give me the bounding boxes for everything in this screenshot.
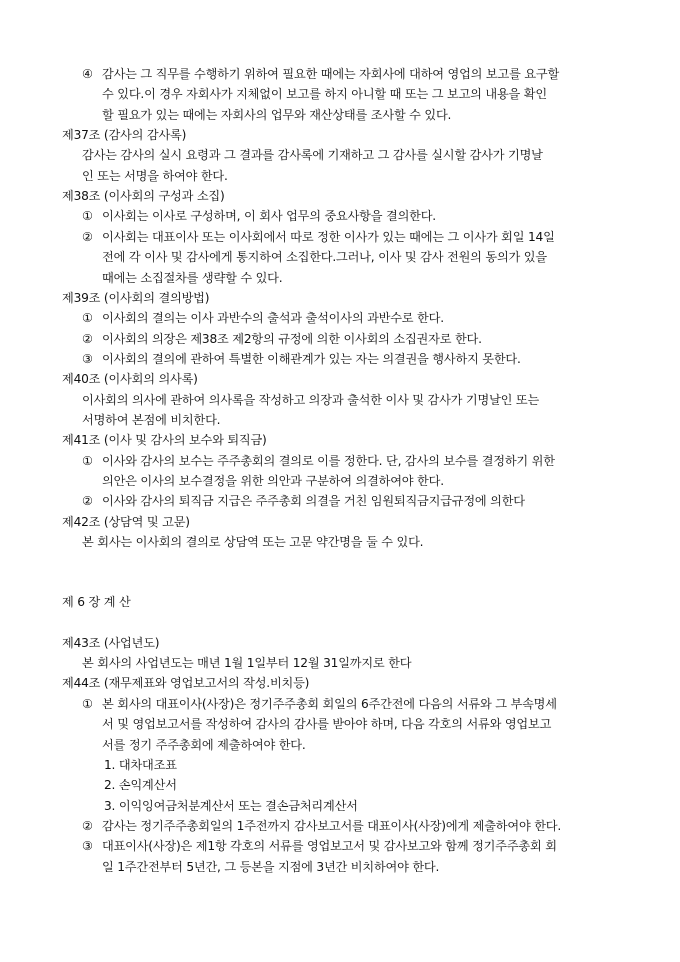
item-text: 이사회의 의장은 제38조 제2항의 규정에 의한 이사회의 소집권자로 한다. [102, 331, 482, 346]
item-number: ① [82, 453, 93, 468]
item-text: 이사회는 대표이사 또는 이사회에서 따로 정한 이사가 있는 때에는 그 이사가 회일 14일 [102, 229, 555, 244]
article-heading: 제38조 (이사회의 구성과 소집) [62, 189, 225, 204]
continuation-line: 의안은 이사의 보수결정을 위한 의안과 구분하여 의결하여야 한다. [102, 474, 444, 488]
continuation-line: 할 필요가 있는 때에는 자회사의 업무와 재산상태를 조사할 수 있다. [102, 107, 452, 122]
item-text: 이사회는 이사로 구성하며, 이 회사 업무의 중요사항을 결의한다. [102, 209, 436, 224]
continuation-line: 일 1주간전부터 5년간, 그 등본을 지점에 3년간 비치하여야 한다. [102, 859, 440, 874]
item-number: ① [82, 209, 93, 224]
continuation-line: 수 있다.이 경우 자회사가 지체없이 보고를 하지 아니할 때 또는 그 보고의 내용을 확인 [102, 87, 547, 102]
item-number: ① [82, 696, 93, 711]
item-text: 대표이사(사장)은 제1항 각호의 서류를 영업보고서 및 감사보고와 함께 정기주주총회 회 [102, 839, 557, 854]
item-number: ① [82, 311, 93, 326]
continuation-line: 서 및 영업보고서를 작성하여 감사의 감사를 받아야 하며, 다음 각호의 서류와 영업보고 [102, 717, 552, 732]
item-text: 이사회의 결의에 관하여 특별한 이해관계가 있는 자는 의결권을 행사하지 못한다. [102, 351, 521, 366]
article-heading: 제42조 (상담역 및 고문) [62, 514, 190, 529]
item-text: 이사회의 결의는 이사 과반수의 출석과 출석이사의 과반수로 한다. [102, 311, 444, 326]
paragraph-line: 감사는 감사의 실시 요령과 그 결과를 감사록에 기재하고 그 감사를 실시할 감사가 기명날 [82, 148, 543, 163]
paragraph-line: 서명하여 본점에 비치한다. [82, 412, 221, 427]
article-heading: 제44조 (재무제표와 영업보고서의 작성.비치등) [62, 676, 310, 691]
paragraph-line: 본 회사는 이사회의 결의로 상담역 또는 고문 약간명을 둘 수 있다. [82, 535, 424, 550]
item-text: 이사와 감사의 보수는 주주총회의 결의로 이를 정한다. 단, 감사의 보수를 결정하기 위한 [102, 453, 555, 468]
article-heading: 제41조 (이사 및 감사의 보수와 퇴직금) [62, 433, 267, 448]
item-text: 이사와 감사의 퇴직금 지급은 주주총회 의결을 거친 임원퇴직금지급규정에 의한다 [102, 494, 525, 509]
sub-item: 2. 손익계산서 [104, 778, 177, 793]
item-text: 감사는 그 직무를 수행하기 위하여 필요한 때에는 자회사에 대하여 영업의 보고를 요구할 [102, 67, 560, 81]
item-number: ③ [82, 351, 93, 366]
item-text: 감사는 정기주주총회일의 1주전까지 감사보고서를 대표이사(사장)에게 제출하여야 한다. [102, 818, 562, 833]
sub-item: 1. 대차대조표 [104, 757, 177, 772]
item-number: ② [82, 494, 93, 509]
sub-item: 3. 이익잉여금처분계산서 또는 결손금처리계산서 [104, 798, 358, 813]
paragraph-line: 이사회의 의사에 관하여 의사록을 작성하고 의장과 출석한 이사 및 감사가 기명날인 또는 [82, 392, 540, 407]
continuation-line: 전에 각 이사 및 감사에게 통지하여 소집한다.그러나, 이사 및 감사 전원의 동의가 있을 [102, 250, 547, 265]
item-text: 본 회사의 대표이사(사장)은 정기주주총회 회일의 6주간전에 다음의 서류와 그 부속명세 [102, 696, 557, 711]
continuation-line: 때에는 소집절차를 생략할 수 있다. [102, 270, 283, 285]
article-heading: 제43조 (사업년도) [62, 635, 160, 650]
article-heading: 제39조 (이사회의 결의방법) [62, 290, 210, 305]
item-number: ④ [82, 67, 93, 81]
paragraph-line: 인 또는 서명을 하여야 한다. [82, 168, 228, 183]
item-number: ② [82, 818, 93, 833]
paragraph-line: 본 회사의 사업년도는 매년 1월 1일부터 12월 31일까지로 한다 [82, 656, 412, 671]
item-number: ③ [82, 839, 93, 854]
item-number: ② [82, 229, 93, 244]
item-number: ② [82, 331, 93, 346]
continuation-line: 서를 정기 주주총회에 제출하여야 한다. [102, 737, 306, 752]
chapter-heading: 제 6 장 계 산 [62, 595, 131, 610]
article-heading: 제40조 (이사회의 의사록) [62, 372, 198, 387]
article-heading: 제37조 (감사의 감사록) [62, 128, 187, 143]
